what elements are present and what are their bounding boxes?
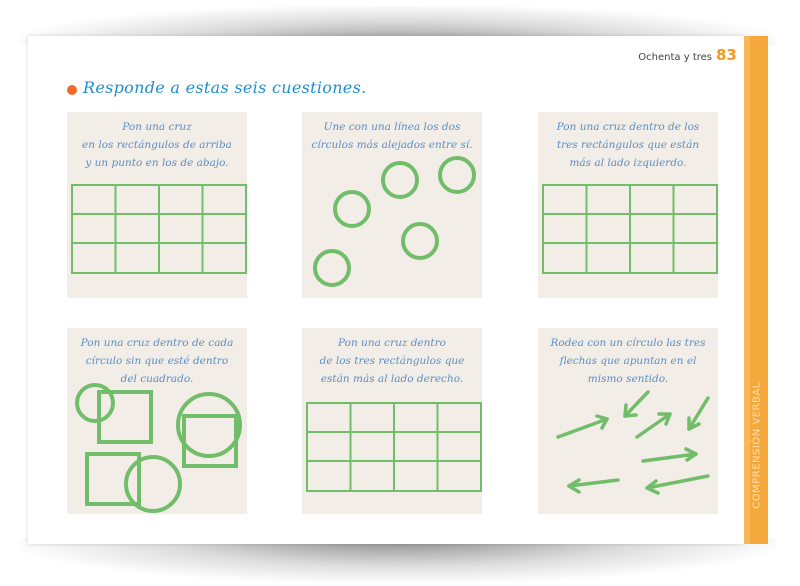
exercise-card-1	[67, 112, 247, 298]
exercise-card-5	[302, 328, 482, 514]
page-header-label: Ochenta y tres	[638, 52, 712, 63]
side-label-text: COMPRENSIÓN VERBAL	[751, 381, 763, 509]
instruction-line: Pon una cruz dentro de cada	[80, 337, 234, 349]
rectangle-grid-figure	[67, 112, 247, 298]
arrow-icon	[643, 449, 696, 461]
arrow-icon	[647, 476, 708, 493]
instruction-line: círculos más alejados entre sí.	[311, 139, 473, 151]
arrow-icon	[689, 398, 708, 429]
exercise-card-6	[538, 328, 718, 514]
instruction-line: están más al lado derecho.	[320, 373, 464, 385]
exercise-title: Responde a estas seis cuestiones.	[83, 78, 367, 97]
instruction-line: Pon una cruz dentro	[338, 337, 446, 349]
circle-shape	[383, 163, 417, 197]
arrow-icon	[625, 392, 648, 416]
page-shadow-bottom	[20, 538, 776, 582]
exercise-card-3	[538, 112, 718, 298]
circle-shape	[335, 192, 369, 226]
rectangle-grid-figure	[538, 112, 718, 298]
bullet-dot-icon	[67, 85, 77, 95]
circle-shape	[440, 158, 474, 192]
instruction-line: y un punto en los de abajo.	[85, 157, 229, 169]
circle-shape	[315, 251, 349, 285]
arrow-icon	[569, 480, 618, 492]
instruction-line: Une con una línea los dos	[323, 121, 461, 133]
instruction-line: tres rectángulos que están	[556, 139, 700, 151]
page-number: 83	[716, 46, 737, 64]
instruction-line: flechas que apuntan en el	[559, 355, 697, 367]
instruction-line: Rodea con un círculo las tres	[550, 337, 706, 349]
instruction-line: más al lado izquierdo.	[569, 157, 687, 169]
arrows-figure	[538, 328, 718, 514]
circle-shape	[126, 457, 180, 511]
circle-shape	[178, 394, 240, 456]
instruction-line: en los rectángulos de arriba	[82, 139, 232, 151]
circle-shape	[403, 224, 437, 258]
square-shape	[184, 416, 236, 466]
circles-figure	[302, 112, 482, 298]
instruction-line: de los tres rectángulos que	[319, 355, 465, 367]
instruction-line: Pon una cruz	[122, 121, 192, 133]
exercise-card-4	[67, 328, 247, 514]
exercise-card-2	[302, 112, 482, 298]
arrow-icon	[637, 414, 670, 437]
circles-and-squares-figure	[67, 328, 247, 514]
instruction-line: mismo sentido.	[587, 373, 669, 385]
instruction-line: círculo sin que esté dentro	[85, 355, 229, 367]
side-label	[745, 370, 769, 520]
instruction-line: Pon una cruz dentro de los	[556, 121, 700, 133]
instruction-line: del cuadrado.	[120, 373, 194, 385]
arrow-icon	[558, 416, 607, 437]
rectangle-grid-figure	[302, 328, 482, 514]
